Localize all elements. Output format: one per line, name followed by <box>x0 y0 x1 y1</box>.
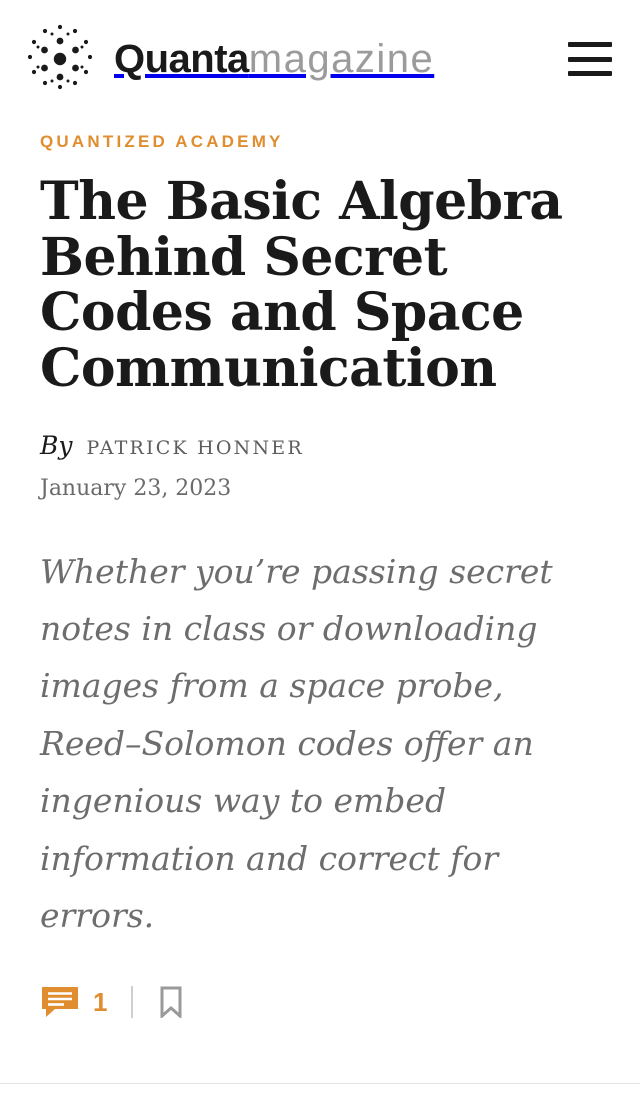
action-divider <box>131 986 133 1018</box>
byline-prefix: By <box>40 430 73 460</box>
logo-wordmark <box>114 39 434 79</box>
author-link[interactable]: PATRICK HONNER <box>86 436 304 459</box>
article-kicker-link[interactable]: QUANTIZED ACADEMY <box>40 132 284 151</box>
hamburger-bar-1 <box>568 42 612 47</box>
logo-text-quanta: Quanta <box>114 37 249 81</box>
page-title: The Basic Algebra Behind Secret Codes and Space Communication <box>40 171 563 399</box>
hamburger-bar-3 <box>568 71 612 76</box>
byline <box>40 431 600 460</box>
page-bottom-rule <box>0 1083 640 1084</box>
comment-count: 1 <box>93 987 108 1018</box>
site-header <box>0 0 640 118</box>
hamburger-bar-2 <box>568 57 612 62</box>
hamburger-menu-icon[interactable] <box>568 42 612 76</box>
article-actions <box>40 984 600 1020</box>
comments-button[interactable] <box>40 985 107 1019</box>
comment-bubble-icon <box>40 985 80 1019</box>
article-dek: Whether you’re passing secret notes in class or downloading images from a space probe, Reed–Solomon codes offer an ingenious way to embed information and correct for errors. <box>40 551 553 935</box>
logo-text-magazine: magazine <box>248 37 435 81</box>
site-logo[interactable] <box>20 19 434 99</box>
article-body <box>0 118 640 1020</box>
quanta-molecule-logo <box>20 19 100 99</box>
publish-date: January 23, 2023 <box>40 475 232 501</box>
bookmark-button[interactable] <box>157 984 185 1020</box>
bookmark-icon <box>159 986 183 1018</box>
